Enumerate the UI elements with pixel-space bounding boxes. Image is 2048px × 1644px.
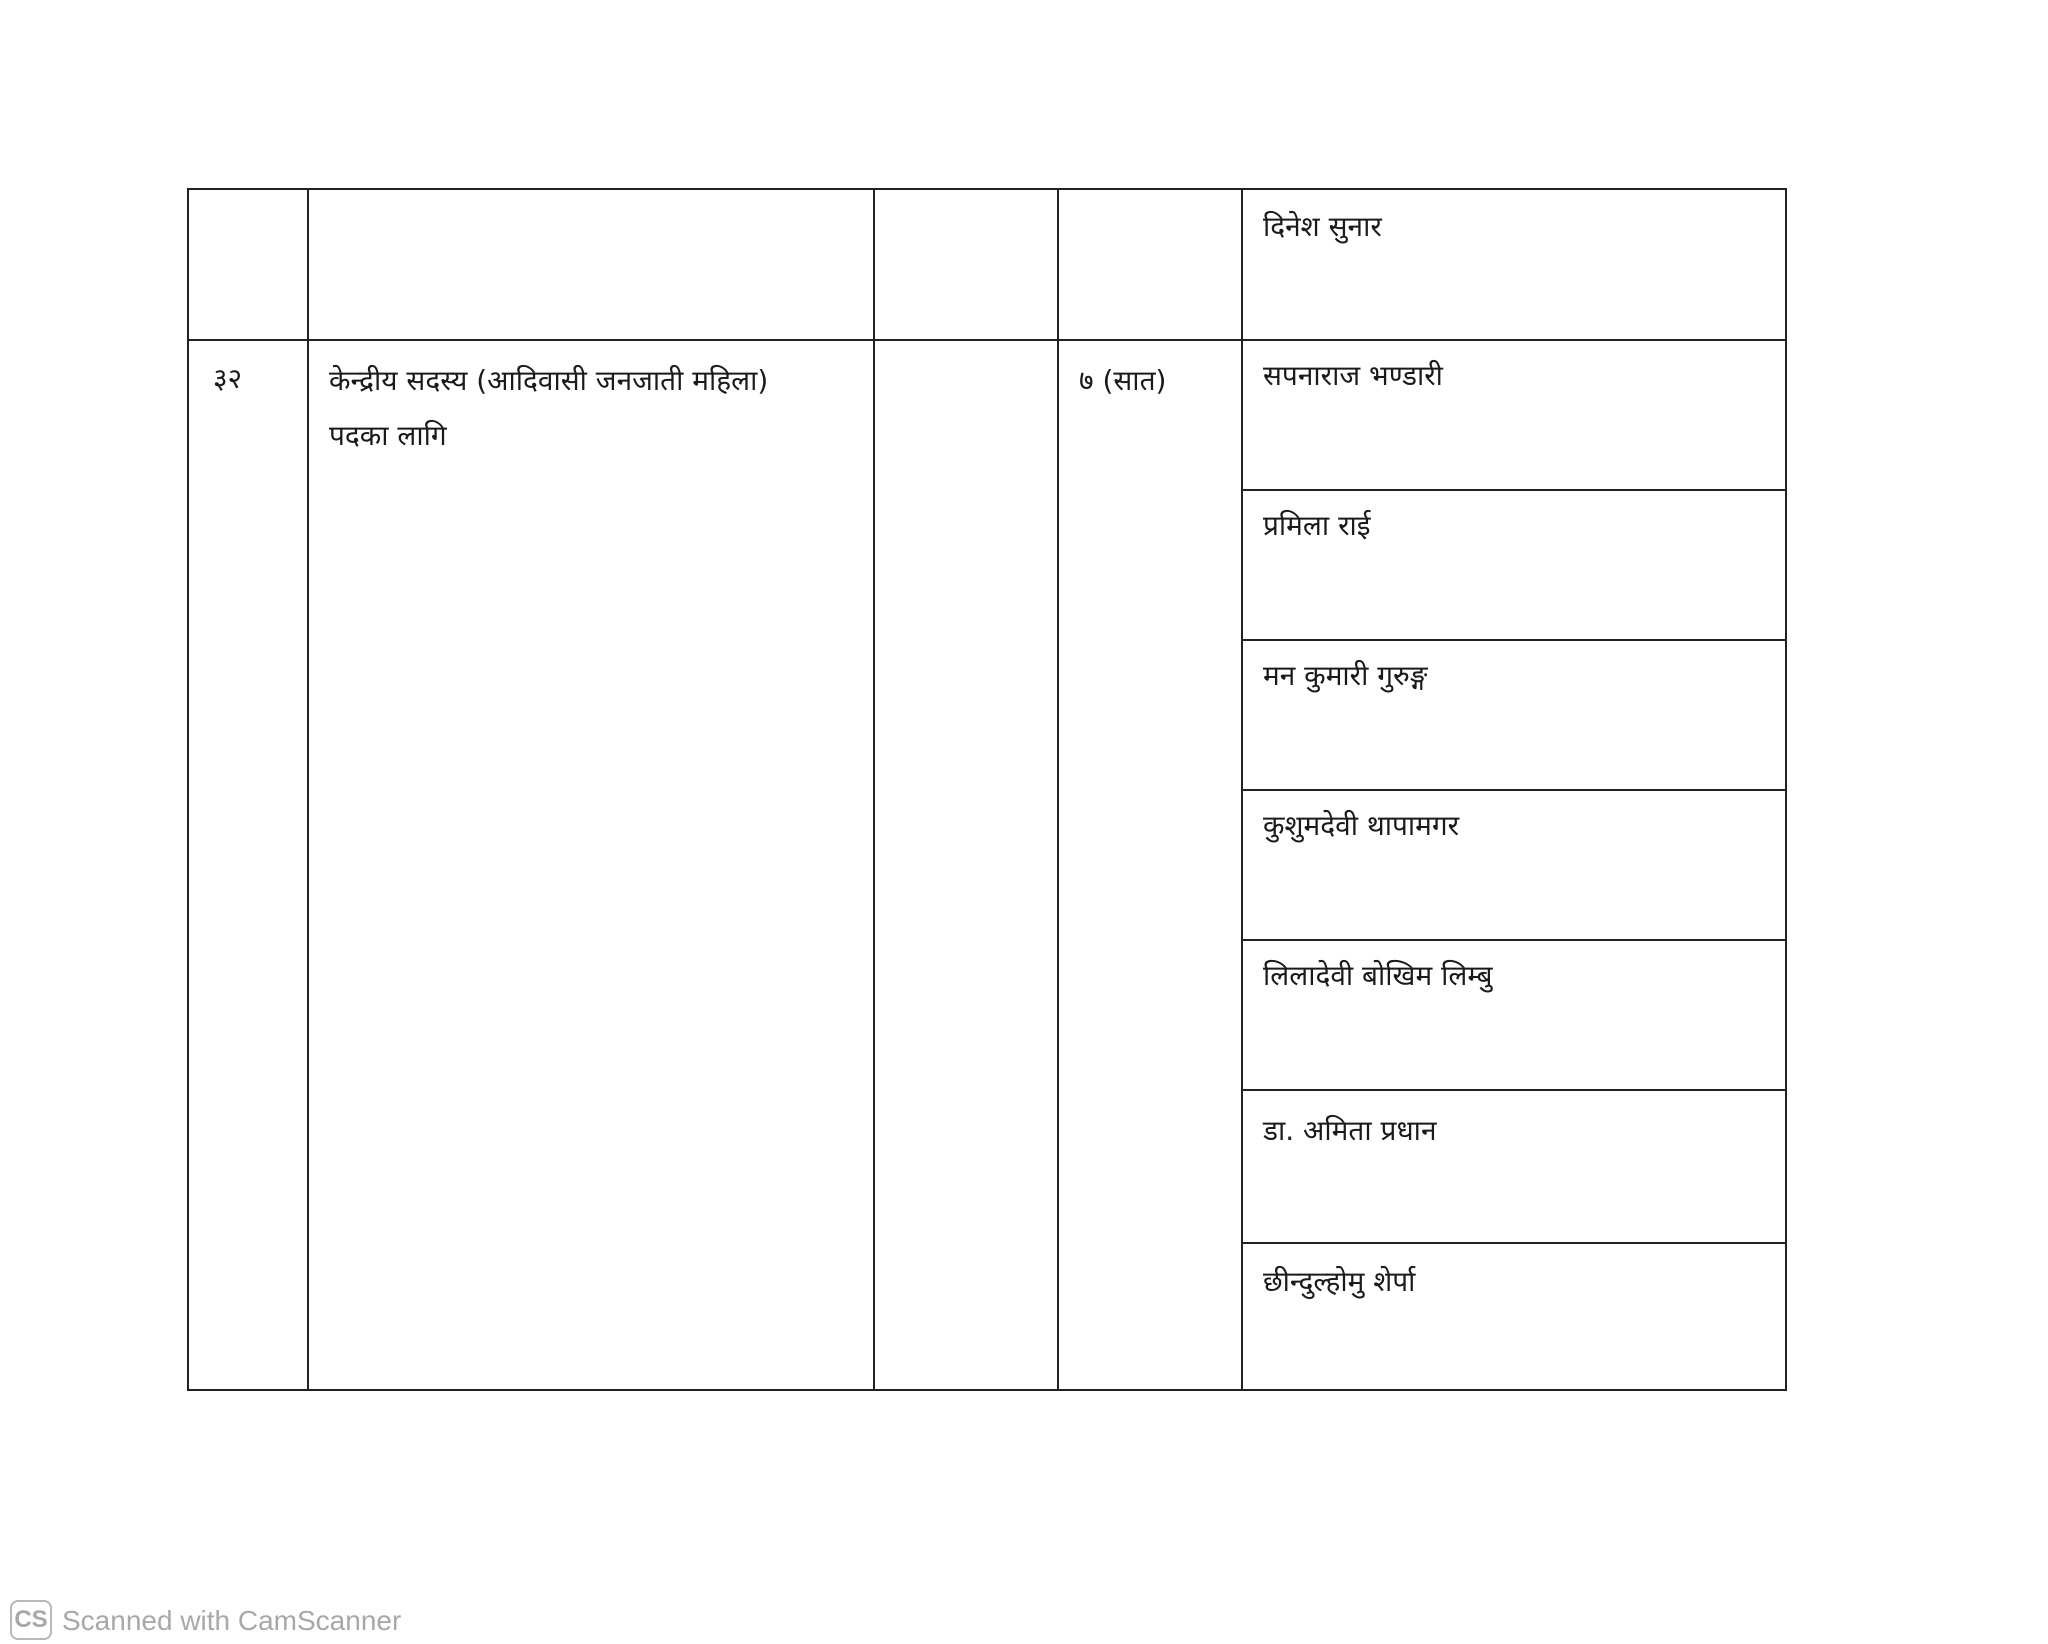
scanner-watermark-text: Scanned with CamScanner xyxy=(62,1605,402,1636)
candidate-name: कुशुमदेवी थापामगर xyxy=(1263,809,1460,842)
candidate-name: लिलादेवी बोखिम लिम्बु xyxy=(1263,959,1493,992)
row-divider xyxy=(189,339,1785,341)
column-divider xyxy=(873,190,875,1389)
post-title-continued: पदका लागि xyxy=(329,419,447,452)
name-row-divider xyxy=(1241,939,1785,941)
camscanner-logo: CS xyxy=(10,1600,52,1640)
name-row-divider xyxy=(1241,639,1785,641)
column-divider xyxy=(1057,190,1059,1389)
candidate-name: डा. अमिता प्रधान xyxy=(1263,1114,1437,1147)
serial-number: ३२ xyxy=(213,362,243,395)
name-row-divider xyxy=(1241,1242,1785,1244)
candidate-name: छीन्दुल्होमु शेर्पा xyxy=(1263,1265,1416,1298)
candidate-name: प्रमिला राई xyxy=(1263,509,1371,542)
post-title: केन्द्रीय सदस्य (आदिवासी जनजाती महिला) xyxy=(329,364,769,397)
name-row-divider xyxy=(1241,789,1785,791)
candidate-name: दिनेश सुनार xyxy=(1263,210,1382,243)
candidate-name: सपनाराज भण्डारी xyxy=(1263,359,1443,392)
candidate-name: मन कुमारी गुरुङ्ग xyxy=(1263,659,1428,692)
seat-count: ७ (सात) xyxy=(1079,364,1167,397)
candidate-table xyxy=(187,188,1787,1391)
name-row-divider xyxy=(1241,1089,1785,1091)
column-divider xyxy=(307,190,309,1389)
name-row-divider xyxy=(1241,489,1785,491)
